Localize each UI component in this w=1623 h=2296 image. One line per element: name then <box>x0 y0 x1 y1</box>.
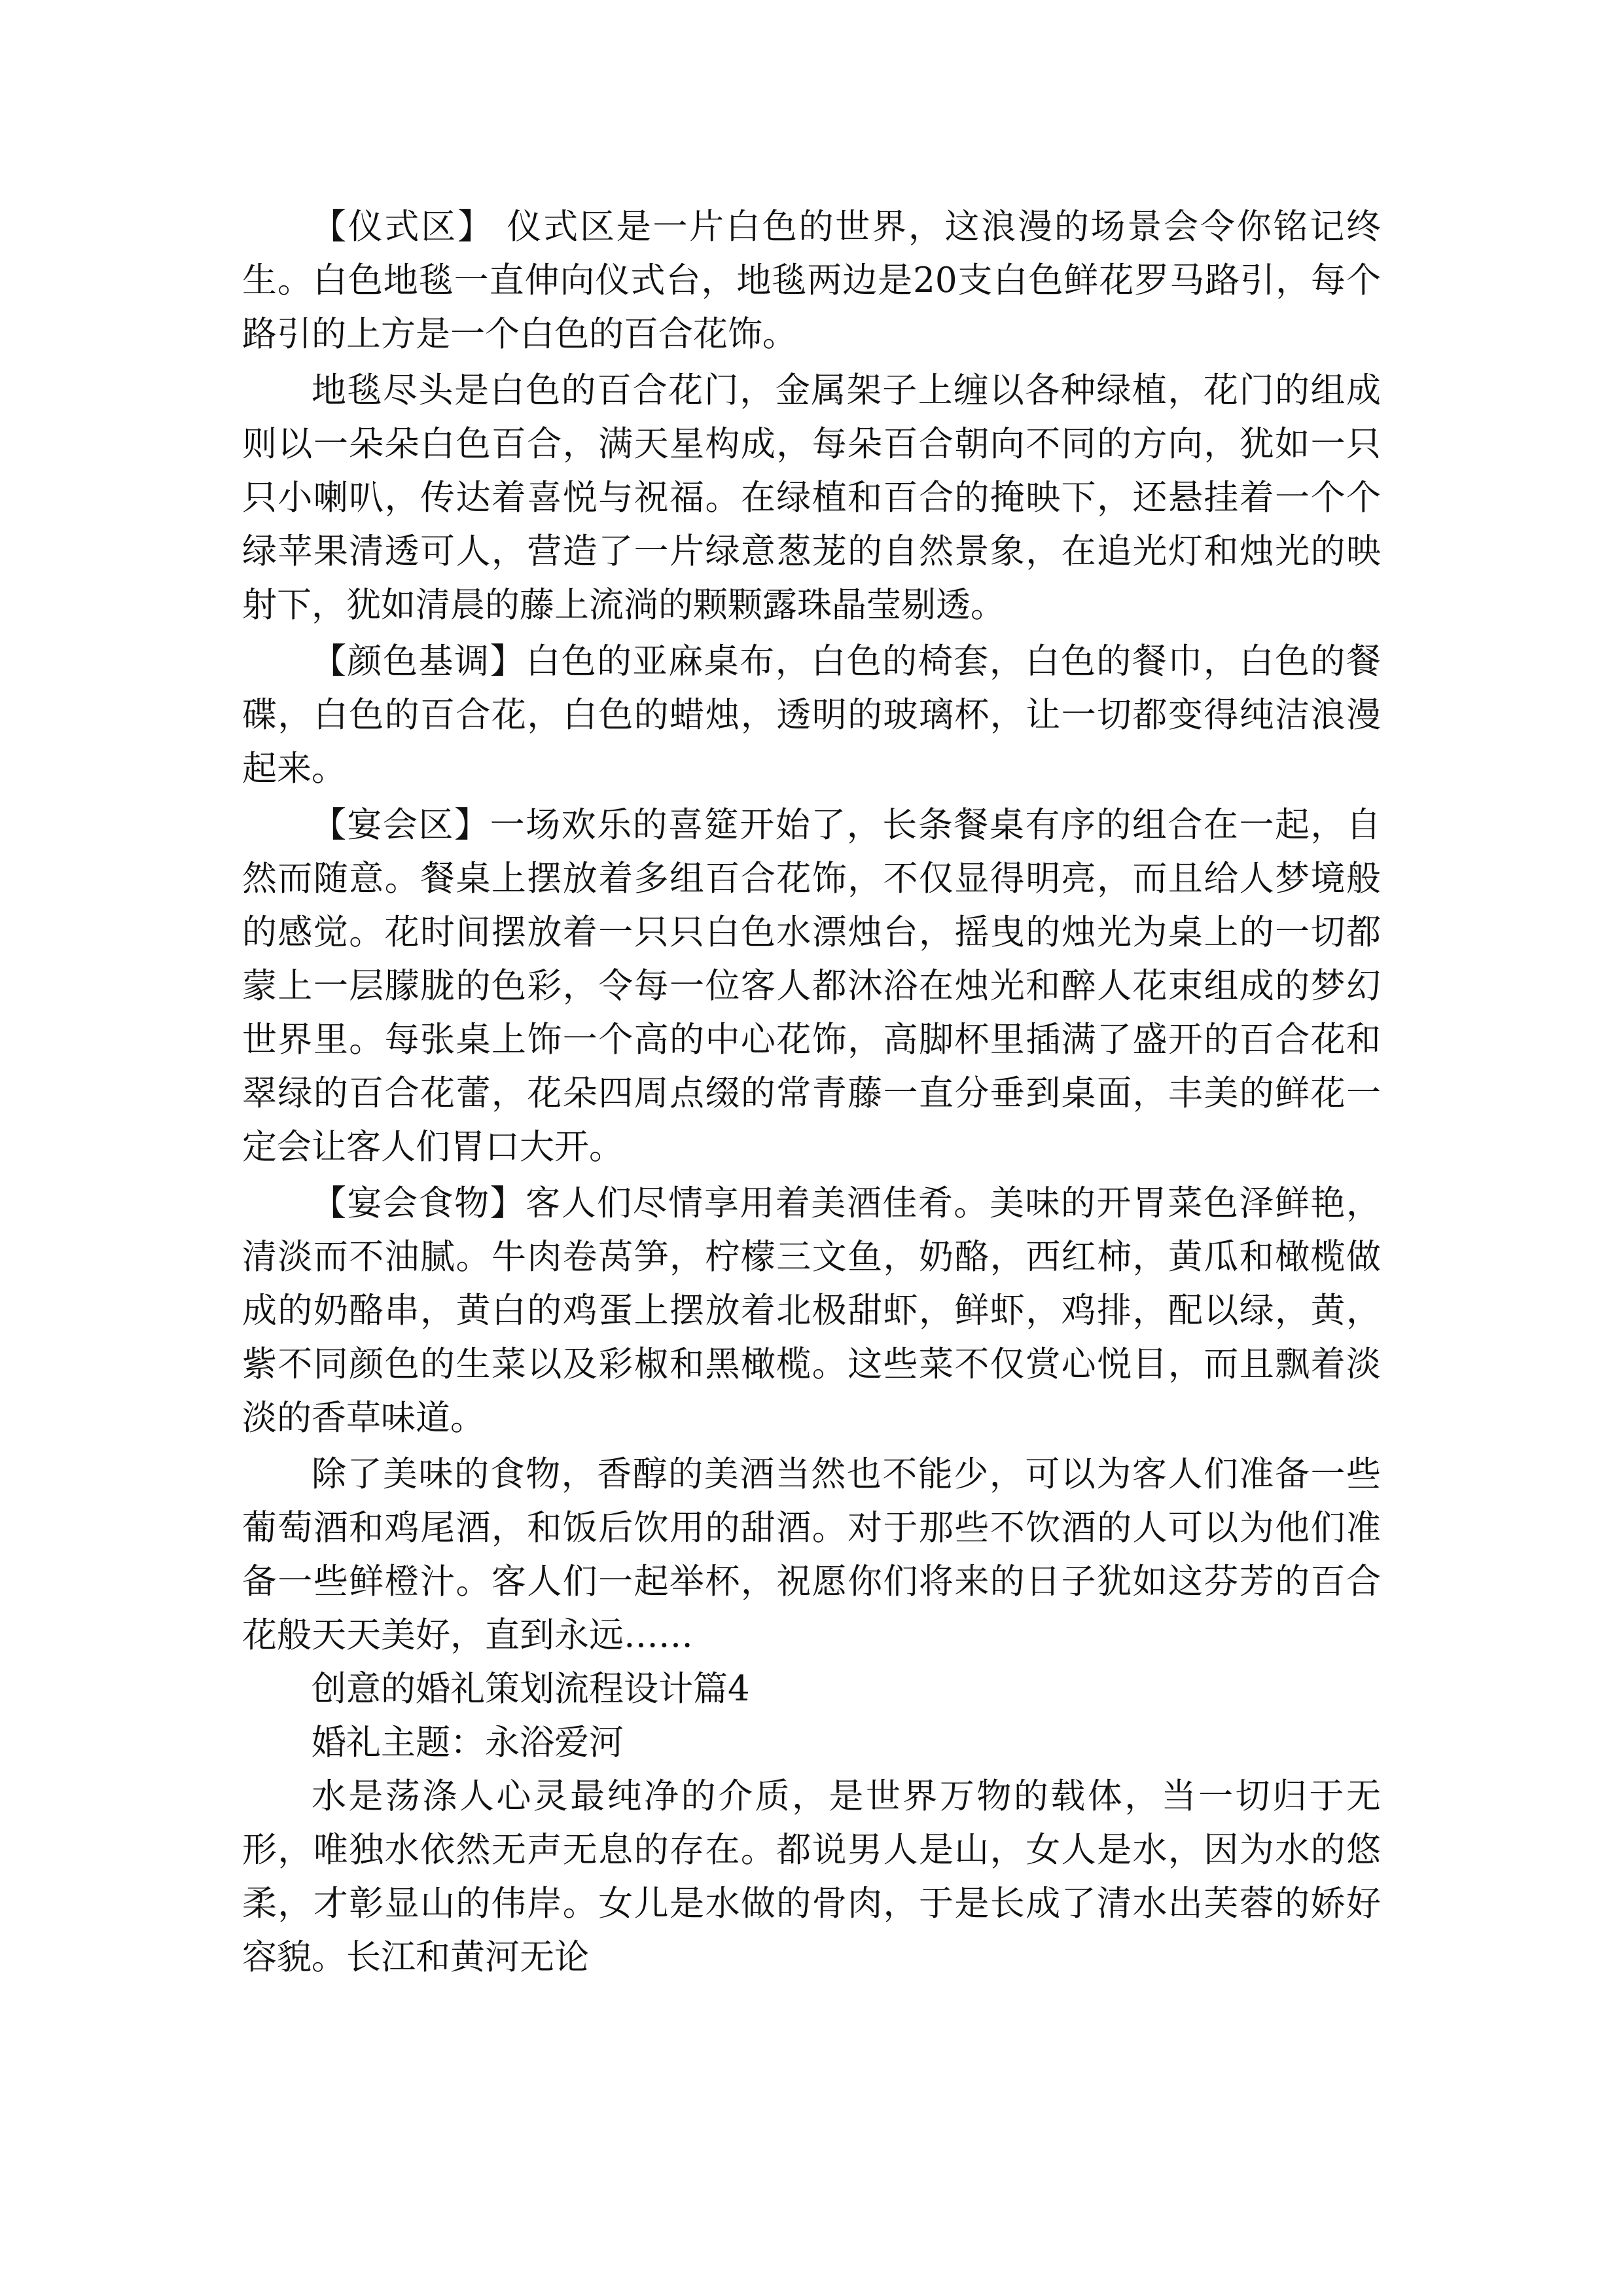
wedding-theme-line: 婚礼主题：永浴爱河 <box>312 1723 624 1763</box>
paragraph-banquet-food: 【宴会食物】客人们尽情享用着美酒佳肴。美味的开胃菜色泽鲜艳，清淡而不油腻。牛肉卷莴笋，柠檬三文鱼，奶酪，西红柿，黄瓜和橄榄做成的奶酪串，黄白的鸡蛋上摆放着北极甜虾，鲜虾，鸡排，配以绿，黄，紫不同颜色的生菜以及彩椒和黑橄榄。这些菜不仅赏心悦目，而且飘着淡淡的香草味道。 <box>242 1183 1381 1438</box>
paragraph-ceremony-area: 【仪式区】 仪式区是一片白色的世界，这浪漫的场景会令你铭记终生。白色地毯一直伸向仪式台，地毯两边是20支白色鲜花罗马路引，每个路引的上方是一个白色的百合花饰。 <box>242 207 1381 354</box>
section-title: 创意的婚礼策划流程设计篇4 <box>312 1669 750 1709</box>
paragraph-water: 水是荡涤人心灵最纯净的介质，是世界万物的载体，当一切归于无形，唯独水依然无声无息的存在。都说男人是山，女人是水，因为水的悠柔，才彰显山的伟岸。女儿是水做的骨肉，于是长成了清水出芙蓉的娇好容貌。长江和黄河无论 <box>242 1776 1381 1977</box>
paragraph-flower-gate: 地毯尽头是白色的百合花门，金属架子上缠以各种绿植，花门的组成则以一朵朵白色百合，满天星构成，每朵百合朝向不同的方向，犹如一只只小喇叭，传达着喜悦与祝福。在绿植和百合的掩映下，还悬挂着一个个绿苹果清透可人，营造了一片绿意葱茏的自然景象，在追光灯和烛光的映射下，犹如清晨的藤上流淌的颗颗露珠晶莹剔透。 <box>242 370 1381 625</box>
paragraph-banquet-area: 【宴会区】一场欢乐的喜筵开始了，长条餐桌有序的组合在一起，自然而随意。餐桌上摆放着多组百合花饰，不仅显得明亮，而且给人梦境般的感觉。花时间摆放着一只只白色水漂烛台，摇曳的烛光为桌上的一切都蒙上一层朦胧的色彩，令每一位客人都沐浴在烛光和醉人花束组成的梦幻世界里。每张桌上饰一个高的中心花饰，高脚杯里插满了盛开的百合花和翠绿的百合花蕾，花朵四周点缀的常青藤一直分垂到桌面，丰美的鲜花一定会让客人们胃口大开。 <box>242 805 1381 1167</box>
paragraph-wine: 除了美味的食物，香醇的美酒当然也不能少，可以为客人们准备一些葡萄酒和鸡尾酒，和饭后饮用的甜酒。对于那些不饮酒的人可以为他们准备一些鲜橙汁。客人们一起举杯，祝愿你们将来的日子犹如这芬芳的百合花般天天美好，直到永远…… <box>242 1454 1381 1655</box>
document-page <box>242 200 1381 1984</box>
paragraph-color-tone: 【颜色基调】白色的亚麻桌布，白色的椅套，白色的餐巾，白色的餐碟，白色的百合花，白色的蜡烛，透明的玻璃杯，让一切都变得纯洁浪漫起来。 <box>242 641 1381 789</box>
